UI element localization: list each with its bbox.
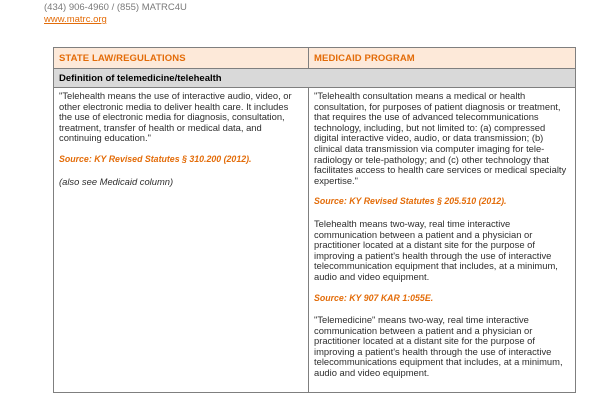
medicaid-source-citation-2: Source: KY 907 KAR 1:055E. [314, 292, 434, 303]
telemedicine-definition-table [53, 47, 576, 393]
medicaid-program-cell [309, 88, 576, 393]
section-title-definition: Definition of telemedicine/telehealth [54, 69, 576, 88]
state-law-cell [54, 88, 309, 393]
state-law-source-citation: Source: KY Revised Statutes § 310.200 (2012). [59, 153, 252, 164]
table-header-row [54, 48, 576, 69]
medicaid-telemedicine-definition-text: "Telemedicine" means two-way, real time interactive communication between a patient and a physician or practitioner located at a distant site for the purpose of improving a patient's health through the use of interactive telecommunications equipment that includes, at a minimum, audio and video equipment. [314, 314, 563, 379]
section-row [54, 69, 576, 88]
medicaid-source-citation-1: Source: KY Revised Statutes § 205.510 (2012). [314, 196, 507, 207]
table-content-row [54, 88, 576, 393]
state-law-cross-reference-note: (also see Medicaid column) [59, 175, 174, 187]
contact-phone-line: (434) 906-4960 / (855) MATRC4U [44, 2, 187, 13]
medicaid-telehealth-consultation-text: "Telehealth consultation means a medical or health consultation, for purposes of patient diagnosis or treatment, that requires the use of advanced telecommunications technology, including, but not limited to: (a) compressed digital interactive video, audio, or data transmission; (b) clinical data transmission via computer imaging for tele-radiology or tele-pathology; and (c) other technology that facilitates access to health care services or medical specialty expertise." [314, 90, 567, 186]
website-link[interactable]: www.matrc.org [44, 14, 107, 25]
state-law-definition-text: "Telehealth means the use of interactive audio, video, or other electronic media to deliver health care. It includes the use of electronic media for diagnosis, consultation, treatment, transfer of health or medical data, and continuing education." [59, 90, 292, 144]
medicaid-telehealth-definition-text: Telehealth means two-way, real time interactive communication between a patient and a physician or practitioner located at a distant site for the purpose of improving a patient's health through the use of interactive telecommunication equipment that includes, at a minimum, audio and video equipment. [314, 217, 558, 282]
column-header-medicaid: MEDICAID PROGRAM [309, 48, 576, 69]
column-header-state-law: STATE LAW/REGULATIONS [54, 48, 309, 69]
